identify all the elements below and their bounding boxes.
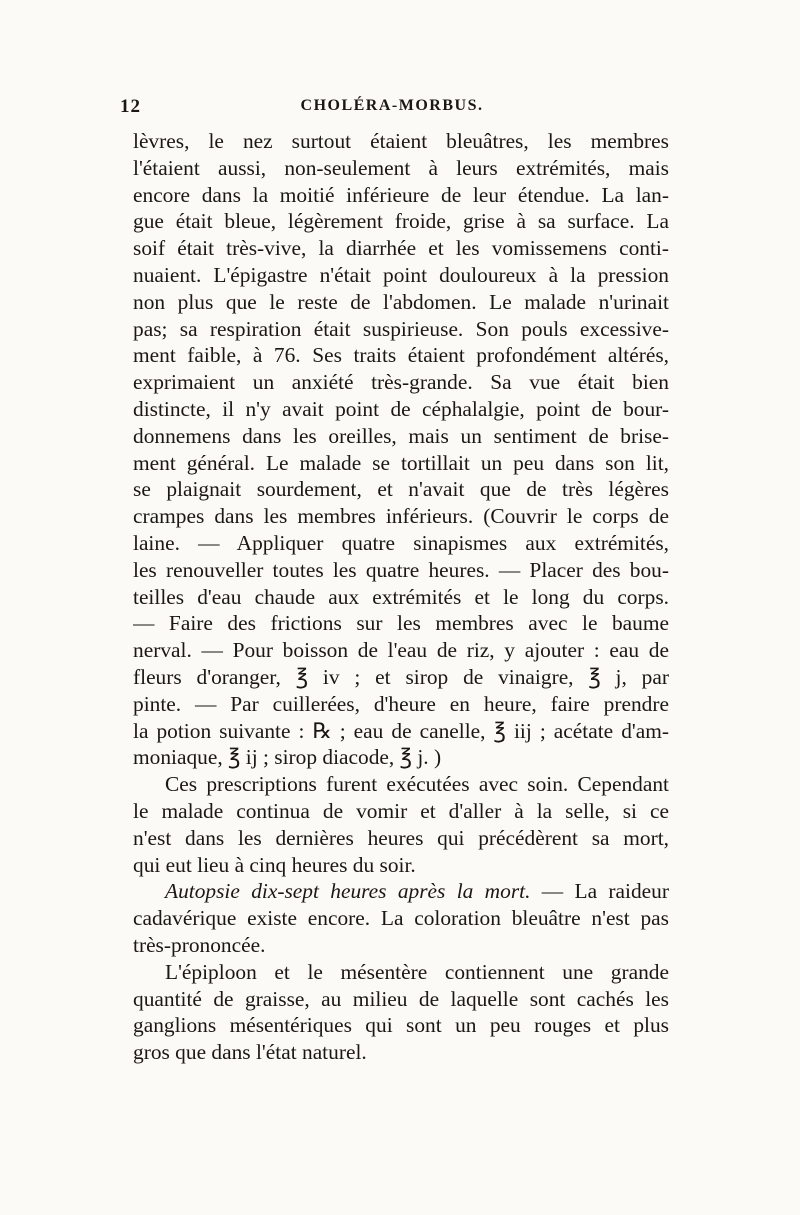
text-line: gros que dans l'état naturel. [133, 1040, 367, 1065]
text-line: nuaient. L'épigastre n'était point douloureux à la pression [133, 262, 669, 287]
text-line: moniaque, ℥ ij ; sirop diacode, ℥ j. ) [133, 745, 442, 770]
text-line: le malade continua de vomir et d'aller à la selle, si ce [133, 798, 669, 823]
text-line: ganglions mésentériques qui sont un peu rouges et plus [133, 1013, 669, 1038]
autopsy-heading-continuation: — La raideur [530, 879, 669, 904]
text-line: ment général. Le malade se tortillait un peu dans son lit, [133, 450, 669, 475]
text-line: quantité de graisse, au milieu de laquelle sont cachés les [133, 986, 669, 1011]
text-line: distincte, il n'y avait point de céphalalgie, point de bour- [133, 396, 669, 421]
text-line: — Faire des frictions sur les membres avec le baume [133, 611, 669, 636]
text-line: Ces prescriptions furent exécutées avec soin. Cependant [165, 772, 669, 797]
text-line: donnemens dans les oreilles, mais un sentiment de brise- [133, 423, 669, 448]
text-line: qui eut lieu à cinq heures du soir. [133, 852, 416, 877]
text-line: fleurs d'oranger, ℥ iv ; et sirop de vinaigre, ℥ j, par [133, 664, 669, 689]
text-line: teilles d'eau chaude aux extrémités et le long du corps. [133, 584, 669, 609]
running-head [120, 96, 664, 124]
body-text [133, 128, 669, 1066]
autopsy-heading: Autopsie dix-sept heures après la mort. [165, 879, 531, 904]
text-line: lèvres, le nez surtout étaient bleuâtres, les membres [133, 129, 669, 153]
text-line: pinte. — Par cuillerées, d'heure en heure, faire prendre [133, 691, 669, 716]
text-line: non plus que le reste de l'abdomen. Le malade n'urinait [133, 289, 669, 314]
text-line: encore dans la moitié inférieure de leur étendue. La lan- [133, 182, 669, 207]
text-line: nerval. — Pour boisson de l'eau de riz, y ajouter : eau de [133, 638, 669, 663]
text-line: n'est dans les dernières heures qui précédèrent sa mort, [133, 825, 669, 850]
text-line: L'épiploon et le mésentère contiennent une grande [165, 959, 669, 984]
text-line: crampes dans les membres inférieurs. (Couvrir le corps de [133, 504, 669, 529]
text-line: exprimaient un anxiété très-grande. Sa vue était bien [133, 370, 669, 395]
text-line: se plaignait sourdement, et n'avait que de très légères [133, 477, 669, 502]
text-line: soif était très-vive, la diarrhée et les vomissemens conti- [133, 236, 669, 261]
text-line: très-prononcée. [133, 932, 266, 957]
text-line [133, 878, 669, 905]
text-line: cadavérique existe encore. La coloration bleuâtre n'est pas [133, 906, 669, 931]
text-line: l'étaient aussi, non-seulement à leurs extrémités, mais [133, 155, 669, 180]
text-line: la potion suivante : ℞ ; eau de canelle, ℥ iij ; acétate d'am- [133, 718, 669, 743]
text-line: pas; sa respiration était suspirieuse. Son pouls excessive- [133, 316, 669, 341]
text-line: laine. — Appliquer quatre sinapismes aux extrémités, [133, 530, 669, 555]
text-line: les renouveller toutes les quatre heures. — Placer des bou- [133, 557, 669, 582]
text-line: gue était bleue, légèrement froide, grise à sa surface. La [133, 209, 669, 234]
text-line: ment faible, à 76. Ses traits étaient profondément altérés, [133, 343, 669, 368]
page-number: 12 [120, 96, 141, 117]
running-title: CHOLÉRA-MORBUS. [300, 97, 484, 114]
